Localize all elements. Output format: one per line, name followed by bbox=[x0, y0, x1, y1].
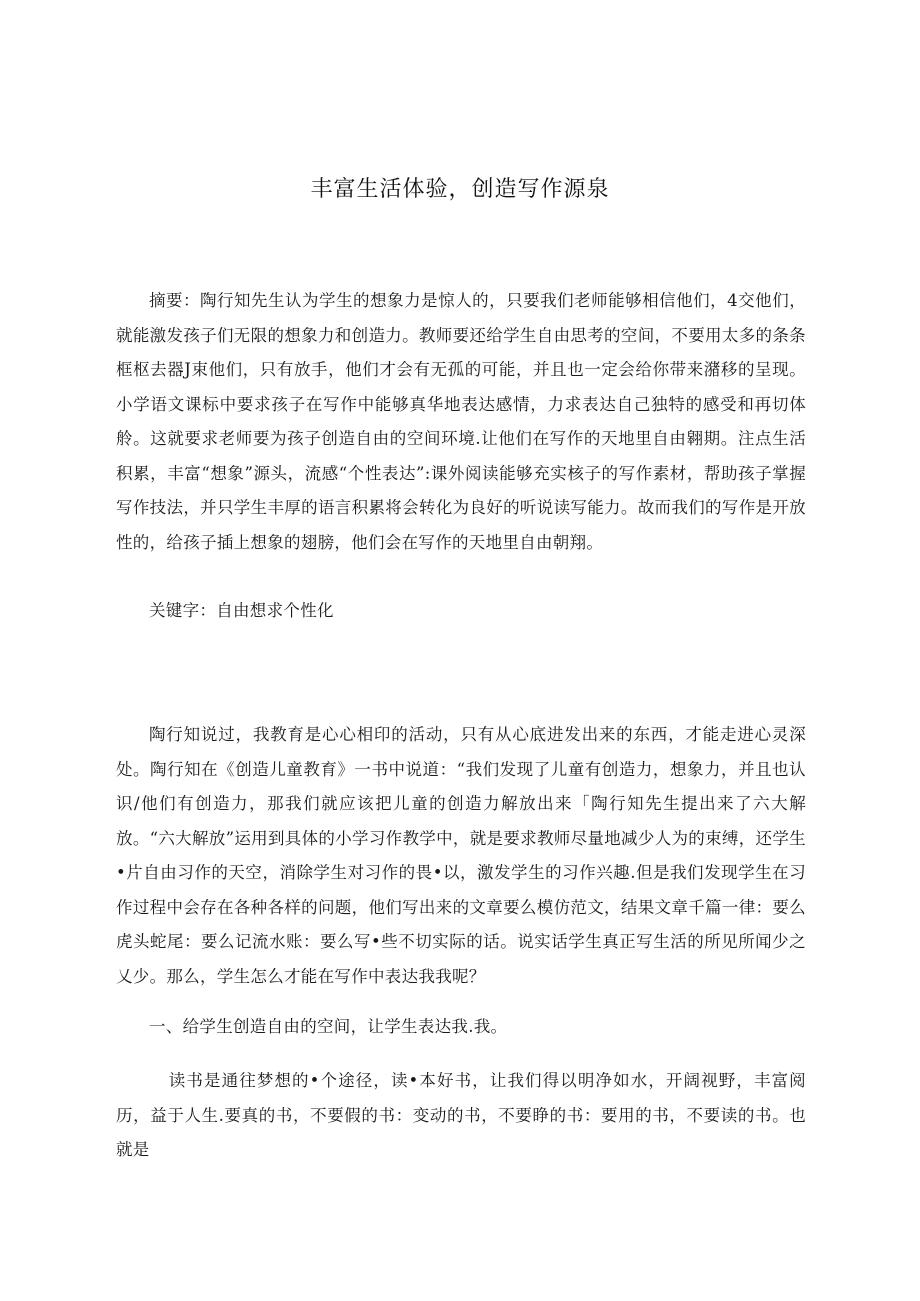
abstract-section bbox=[116, 284, 806, 560]
document-title: 丰富生活体验，创造写作源泉 bbox=[310, 177, 610, 202]
body-section-intro bbox=[116, 718, 806, 994]
abstract-paragraph: 摘要：陶行知先生认为学生的想象力是惊人的，只要我们老师能够相信他们，4交他们，就能激发孩子们无限的想象力和创造力。教师要还给学生自由思考的空间，不要用太多的条条框枢去器J束他们，只有放手，他们才会有无孤的可能，并且也一定会给你带来潴移的呈现。小学语文课标中要求孩子在写作中能够真华地表达感情，力求表达自己独特的感受和再切体舲。这就要求老师要为孩子创造自由的空间环境.让他们在写作的天地里自由翱期。注点生活积累，丰富“想象”源头，流感“个性表达”:课外阅读能够充实核子的写作素材，帮助孩子掌握写作技法，并只学生丰厚的语言积累将会转化为良好的听说读写能力。故而我们的写作是开放性的，给孩子插上想象的翅膀，他们会在写作的天地里自由朝翔。 bbox=[116, 291, 806, 552]
section-heading: 一、给学生创造自由的空间，让学生表达我.我。 bbox=[149, 1017, 508, 1036]
keywords-line: 关键字：自由想求个性化 bbox=[149, 601, 334, 620]
keywords-section bbox=[116, 594, 806, 629]
section-heading-block bbox=[116, 1010, 806, 1045]
body-paragraph: 陶行知说过，我教育是心心相印的活动，只有从心底进发出来的东西，才能走进心灵深处。陶行知在《创造儿童教育》一书中说道：“我们发现了儿童有创造力，想象力，并且也认识/他们有创造力，那我们就应该把儿童的创造力解放出来「陶行知先生提出来了六大解放。“六大解放”运用到具体的小学习作教学中，就是要求教师尽量地减少人为的束缚，还学生•片自由习作的天空，消除学生对习作的畏•以，激发学生的习作兴趣.但是我们发现学生在习作过程中会存在各种各样的问题，他们写出来的文章要么模仿范文，结果文章千篇一律：要么虎头蛇尾：要么记流水账：要么写•些不切实际的话。说实话学生真正写生活的所见所闻少之乂少。那么，学生怎么才能在写作中表达我我呢？ bbox=[116, 725, 806, 986]
body-paragraph: 读书是通往梦想的•个途径，读•本好书，让我们得以明净如水，开阔视野，丰富阅历，益于人生.要真的书，不要假的书：变动的书，不要睁的书：要用的书，不要读的书。也就是 bbox=[116, 1071, 806, 1159]
body-section-1 bbox=[116, 1064, 806, 1168]
